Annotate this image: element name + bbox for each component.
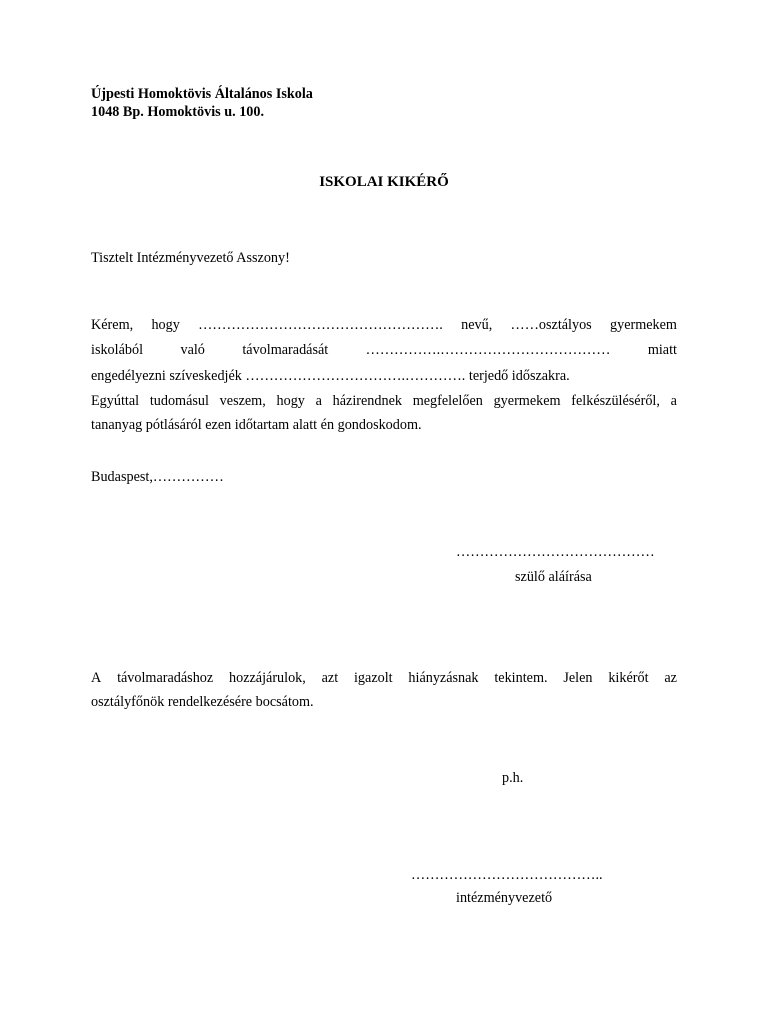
request-word: gyermekem <box>493 393 561 409</box>
request-word: felkészüléséről, <box>571 393 660 409</box>
request-line-3: engedélyezni szíveskedjék …………………………….…………. terjedő időszakra. <box>91 368 570 384</box>
approval-word: tekintem. <box>494 670 548 686</box>
request-word: a <box>315 393 322 409</box>
request-word: miatt <box>647 342 677 358</box>
request-line-5: tananyag pótlásáról ezen időtartam alatt én gondoskodom. <box>91 417 422 433</box>
director-signature-line[interactable]: ………………………………….. <box>411 867 603 883</box>
request-word: tudomásul <box>149 393 209 409</box>
child-name-blank[interactable]: ……………………………………………. <box>198 317 443 333</box>
request-word: való <box>180 342 205 358</box>
salutation: Tisztelt Intézményvezető Asszony! <box>91 250 290 266</box>
request-word: gyermekem <box>610 317 677 333</box>
approval-word: hiányzásnak <box>408 670 479 686</box>
director-signature-label: intézményvezető <box>456 890 553 906</box>
request-word: nevű, <box>461 317 493 333</box>
approval-word: kikérőt <box>608 670 649 686</box>
approval-word: igazolt <box>353 670 393 686</box>
request-word: távolmaradását <box>242 342 329 358</box>
reason-blank[interactable]: …………….……………………………… <box>365 342 611 358</box>
place-date[interactable]: Budaspest,…………… <box>91 469 224 485</box>
request-word: iskolából <box>91 342 144 358</box>
class-blank[interactable]: ……osztályos <box>510 317 592 333</box>
request-line-2 <box>91 342 677 359</box>
request-line-1 <box>91 317 677 334</box>
school-name: Újpesti Homoktövis Általános Iskola <box>91 86 313 102</box>
request-word: a <box>670 393 677 409</box>
request-word: veszem, <box>219 393 266 409</box>
approval-line-2: osztályfőnök rendelkezésére bocsátom. <box>91 694 314 710</box>
request-word: Egyúttal <box>91 393 140 409</box>
parent-signature-label: szülő aláírása <box>515 569 592 585</box>
request-word: hogy <box>151 317 180 333</box>
request-word: házirendnek <box>332 393 402 409</box>
request-word: megfelelően <box>412 393 483 409</box>
stamp-label: p.h. <box>502 770 524 786</box>
approval-word: A <box>91 670 102 686</box>
approval-word: az <box>664 670 677 686</box>
approval-word: távolmaradáshoz <box>117 670 214 686</box>
approval-word: hozzájárulok, <box>229 670 306 686</box>
request-word: Kérem, <box>91 317 134 333</box>
school-address: 1048 Bp. Homoktövis u. 100. <box>91 104 265 120</box>
approval-word: Jelen <box>563 670 593 686</box>
approval-word: azt <box>321 670 339 686</box>
parent-signature-line[interactable]: …………………………………… <box>456 544 655 560</box>
approval-line-1 <box>91 670 677 687</box>
document-title: ISKOLAI KIKÉRŐ <box>319 174 449 190</box>
request-line-4 <box>91 393 677 410</box>
request-word: hogy <box>276 393 305 409</box>
